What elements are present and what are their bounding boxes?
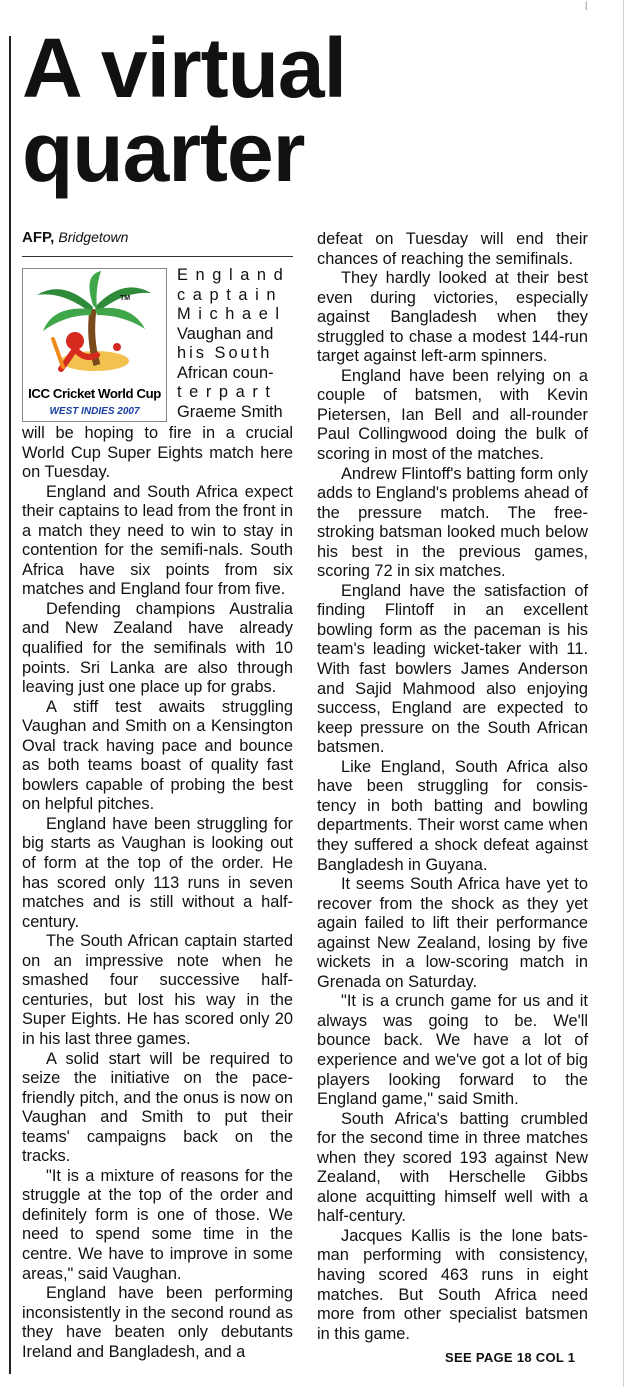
lead-word: Graeme Smith [177,402,283,421]
byline-agency: AFP, [22,229,55,246]
headline-line-1: A virtual [22,21,346,115]
paragraph: England have been performing inconsistently in the second round as they have beaten only debutants Ireland and Bangladesh, and a [22,1284,293,1361]
paragraph: England have the satisfaction of finding Flintoff in an excellent bowling form as the paceman is his team's leading wicket-taker with 11. With fast bowlers James Anderson and Sajid Mahmood also enjoying success, England are expected to keep pressure on the South African batsmen. [317,581,588,757]
paragraph: It seems South Africa have yet to recover from the shock as they yet again failed to lift their performance against New Zealand, losing by five wickets in a low-scoring match in Grenada on Saturday. [317,875,588,991]
paragraph: Jacques Kallis is the lone bats-man performing with consistency, having scored 463 runs in eight matches. But South Africa need more from other specialist batsmen in this game. [317,1226,588,1343]
paragraph: A solid start will be required to seize the initiative on the pace-friendly pitch, and the onus is now on Vaughan and Smith to put their teams' campaigns back on the tracks. [22,1049,293,1166]
article-column-right [317,230,588,1344]
page-edge-right [623,0,624,1387]
paragraph: "It is a crunch game for us and it always was going to be. We'll bounce back. We have a lot of experience and we've got a lot of big players looking forward to the England game," said Smith. [317,992,588,1109]
paragraph: South Africa's batting crumbled for the second time in three matches when they scored 193 against New Zealand, with Herschelle Gibbs alone acquitting himself well with a half-century. [317,1109,588,1226]
byline [22,229,128,246]
paragraph: England have been struggling for big starts as Vaughan is looking out of form at the top of the order. He has scored only 113 runs in seven matches and is still without a half-century. [22,814,293,931]
headline [22,21,602,199]
paragraph: defeat on Tuesday will end their chances of reaching the semifinals. [317,230,588,268]
paragraph: England have been relying on a couple of batsmen, with Kevin Pietersen, Ian Bell and all-rounder Paul Collingwood doing the bulk of scoring in most of the matches. [317,366,588,464]
palm-tree-mascot-icon [23,269,166,381]
corner-mark: | [585,0,588,10]
logo-title: ICC Cricket World Cup [28,386,161,401]
trademark: TM [120,295,131,302]
paragraph: The South African captain started on an impressive note when he smashed four successive half-centuries, but lost his way in the Super Eights. He has scored only 20 in his last three games. [22,932,293,1048]
byline-rule [22,256,293,257]
column-rule-left [9,36,11,1374]
lead-word: his South [177,344,273,363]
byline-place: Bridgetown [58,229,129,245]
paragraph: A stiff test awaits struggling Vaughan and Smith on a Kensington Oval track having pace and bounce as both teams boast of quality fast bowlers capable of probing the best on helpful pitches. [22,697,293,814]
lead-word: terpart [177,383,278,402]
continuation-note: SEE PAGE 18 COL 1 [445,1350,576,1365]
logo-subtitle: WEST INDIES 2007 [49,406,140,417]
paragraph: "It is a mixture of reasons for the struggle at the top of the order and definitely form is one of those. We need to spend some time in the centre. We have to improve in some areas," said Vaughan. [22,1166,293,1283]
paragraph: Andrew Flintoff's batting form only adds to England's problems ahead of the pressure match. The free-stroking batsman looked much below his best in the previous games, scoring 72 in six matches. [317,464,588,581]
lead-word: Vaughan and [177,324,274,343]
lead-word: captain [177,285,284,304]
paragraph: Like England, South Africa also have been struggling for consis-tency in both batting and bowling departments. Their worst came when they suffered a shock defeat against Bangladesh in Guyana. [317,757,588,874]
article-column-left [22,266,293,1362]
paragraph: Defending champions Australia and New Zealand have already qualified for the semifinals with 10 points. Sri Lanka are also through leaving just one place up for grabs. [22,599,293,697]
headline-line-2: quarter [22,105,305,199]
paragraph: will be hoping to fire in a crucial World Cup Super Eights match here on Tuesday. [22,424,293,482]
paragraph: England and South Africa expect their captains to lead from the front in a match they need to win to stay in contention for the semifi-nals. South Africa have six points from six matches and England four from five. [22,482,293,599]
paragraph: They hardly looked at their best even during victories, especially against Bangladesh when they struggled to chase a modest 144-run target against left-arm spinners. [317,269,588,366]
lead-word: African coun- [177,363,274,382]
lead-word: England [177,266,291,284]
lead-word: Michael [177,305,287,324]
world-cup-logo [22,268,167,422]
